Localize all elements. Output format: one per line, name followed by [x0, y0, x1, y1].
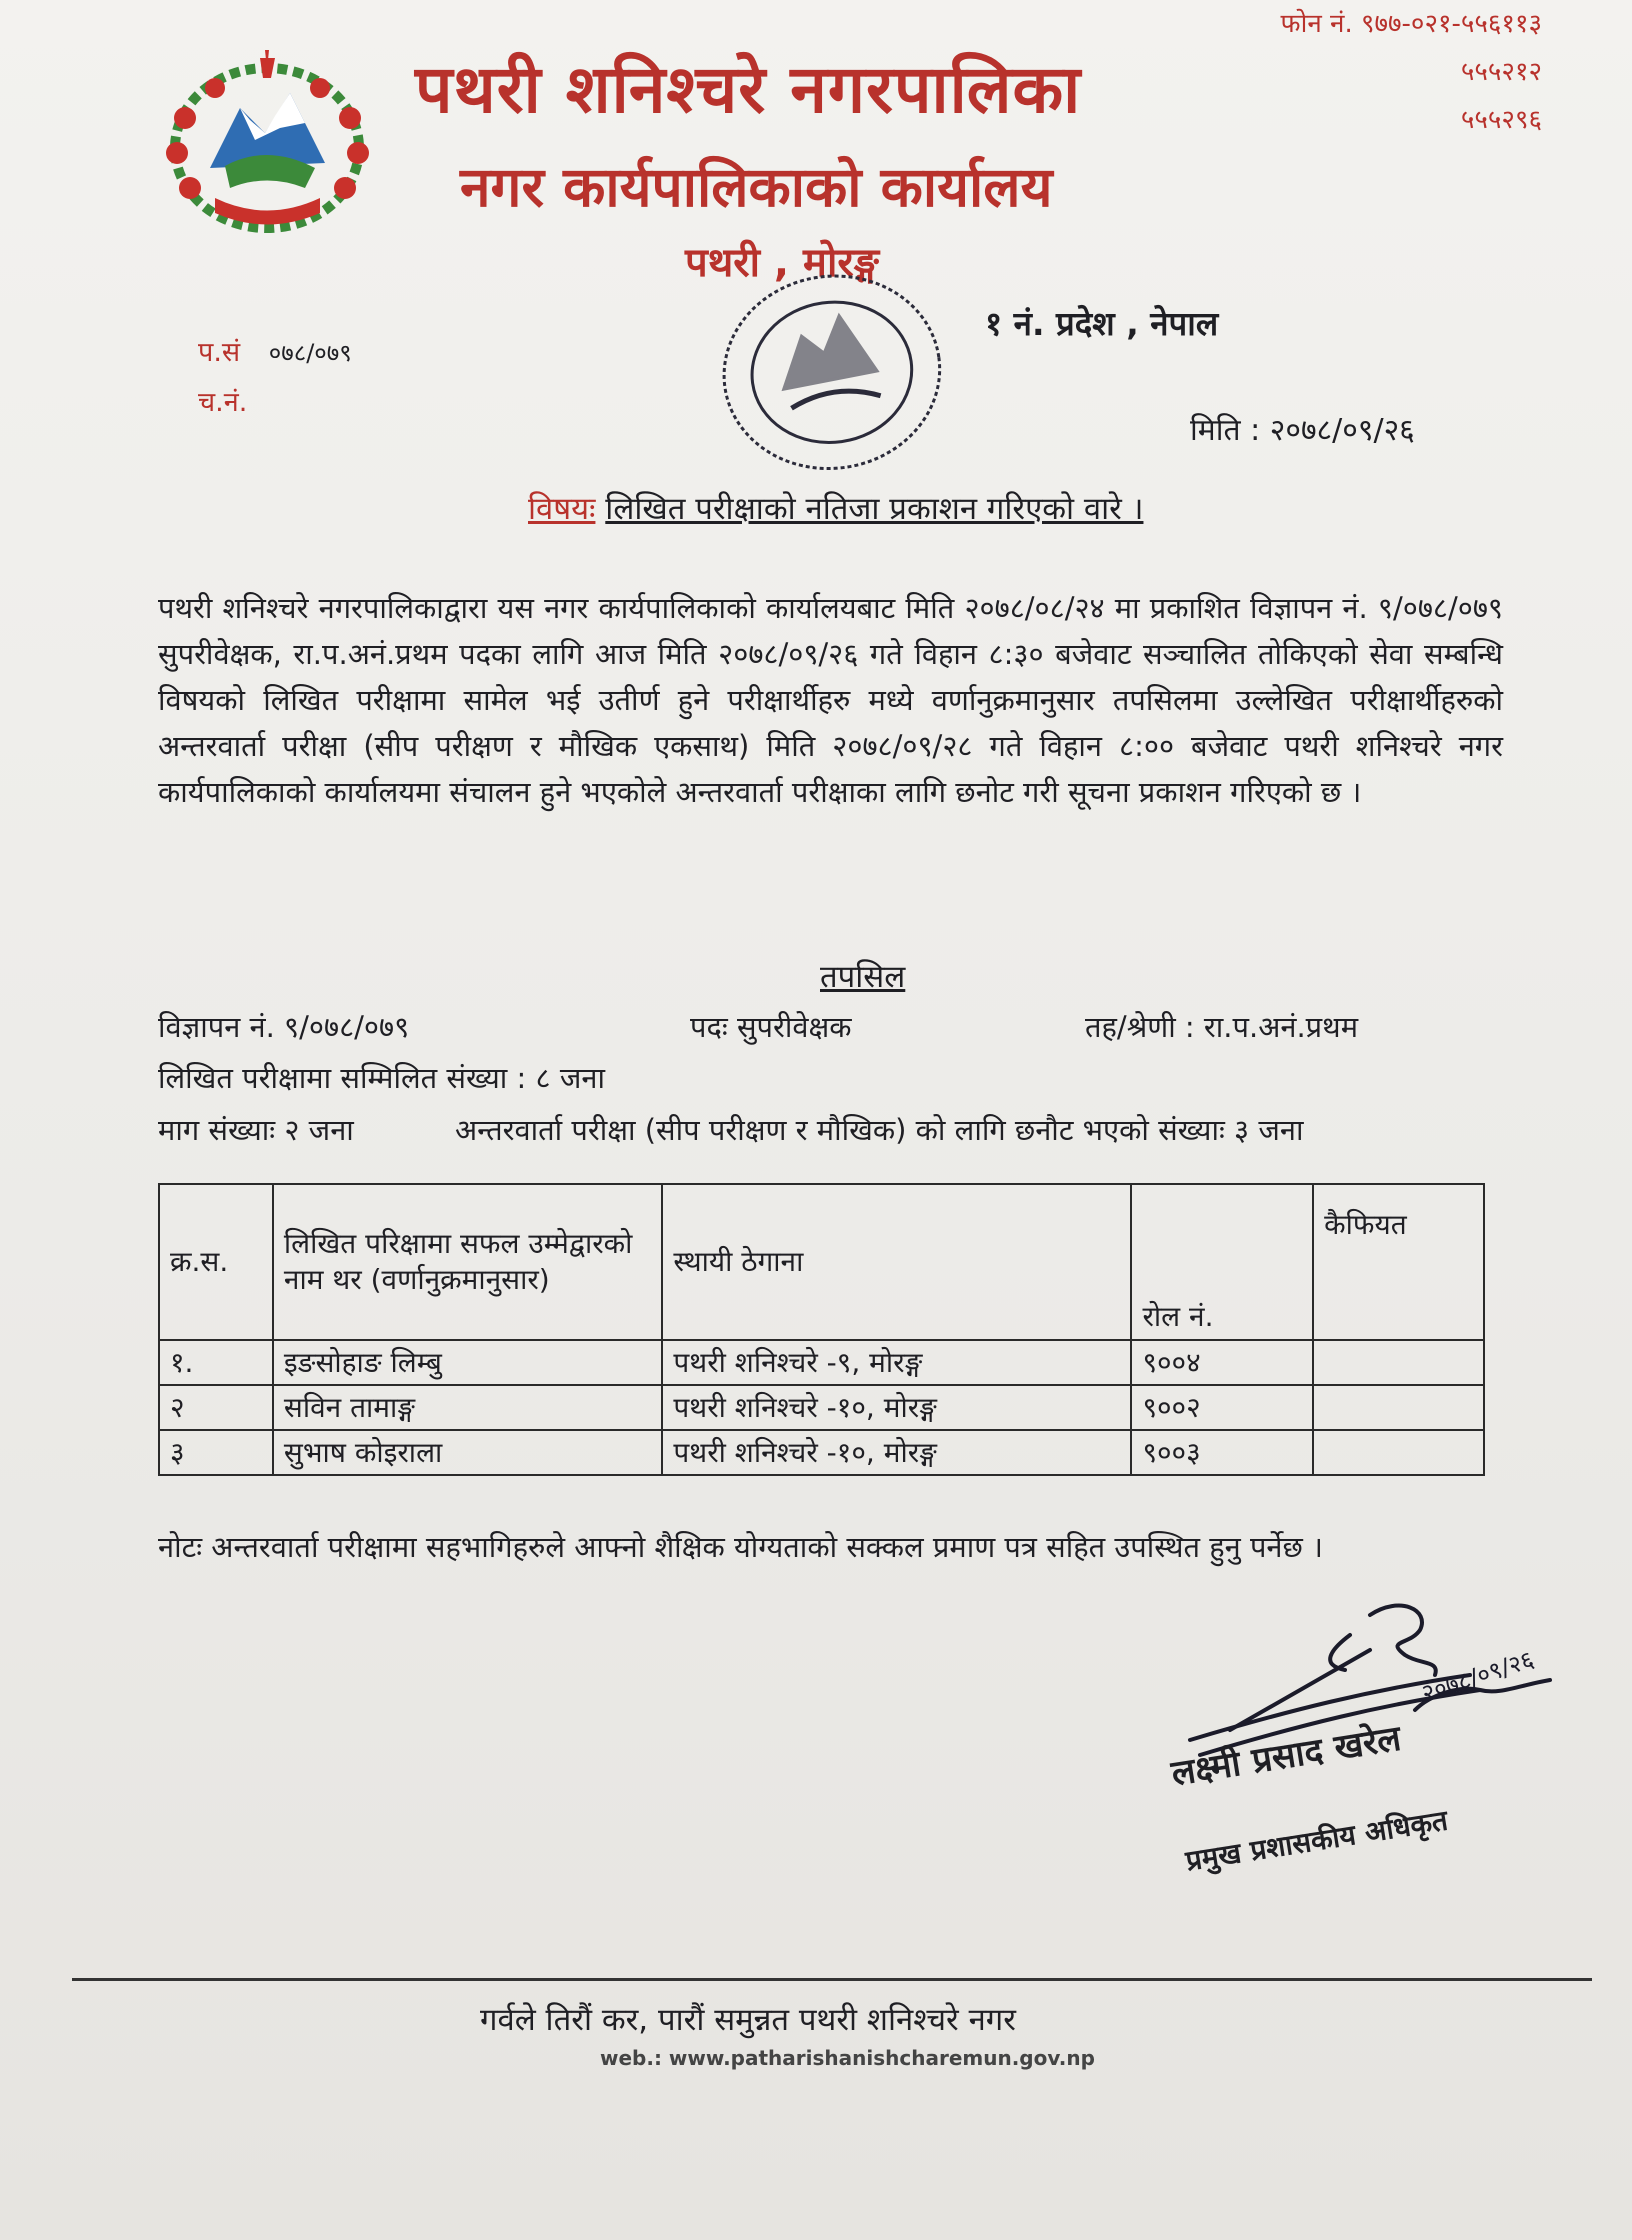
phone-number: ५५५२९६	[1460, 105, 1542, 135]
table-row	[159, 1340, 1484, 1385]
reference-number	[198, 332, 352, 369]
cell-serial: १.	[159, 1340, 273, 1385]
office-title: नगर कार्यपालिकाको कार्यालय	[460, 155, 1053, 219]
body-paragraph: पथरी शनिश्चरे नगरपालिकाद्वारा यस नगर कार्यपालिकाको कार्यालयबाट मिति २०७८/०८/२४ मा प्रकाशित विज्ञापन नं. ९/०७८/०७९ सुपरीवेक्षक, रा.प.अनं.प्रथम पदका लागि आज मिति २०७८/०९/२६ गते विहान ८:३० बजेवाट सञ्चालित तोकिएको सेवा सम्बन्धि विषयको लिखित परीक्षामा सामेल भई उतीर्ण हुने परीक्षार्थीहरु मध्ये वर्णानुक्रमानुसार तपसिलमा उल्लेखित परीक्षार्थीहरुको अन्तरवार्ता परीक्षा (सीप परीक्षण र मौखिक एकसाथ) मिति २०७८/०९/२८ गते विहान ८:०० बजेवाट पथरी शनिश्चरे नगर कार्यपालिकाको कार्यालयमा संचालन हुने भएकोले अन्तरवार्ता परीक्षाका लागि छनोट गरी सूचना प्रकाशन गरिएको छ ।	[158, 591, 1503, 809]
province-text: १ नं. प्रदेश , नेपाल	[985, 304, 1219, 343]
demand-count: माग संख्याः २ जना	[158, 1113, 354, 1147]
post-name: पदः सुपरीवेक्षक	[690, 1010, 852, 1044]
cell-address: पथरी शनिश्चरे -९, मोरङ्ग	[662, 1340, 1131, 1385]
signatory-name: लक्ष्मी प्रसाद खरेल	[1168, 1718, 1404, 1795]
dispatch-number: च.नं.	[198, 387, 248, 418]
handwritten-date: २०७८/०९/२६	[1418, 1645, 1538, 1708]
cell-address: पथरी शनिश्चरे -१०, मोरङ्ग	[662, 1385, 1131, 1430]
note-text: नोटः अन्तरवार्ता परीक्षामा सहभागिहरुले आफ्नो शैक्षिक योग्यताको सक्कल प्रमाण पत्र सहित उपस्थित हुनु पर्नेछ ।	[158, 1530, 1324, 1564]
phone-numbers	[1281, 0, 1542, 144]
cell-roll: ९००३	[1131, 1430, 1313, 1475]
cell-serial: २	[159, 1385, 273, 1430]
phone-number: ५५५२१२	[1460, 57, 1542, 87]
level-class: तह/श्रेणी : रा.प.अनं.प्रथम	[1085, 1010, 1359, 1044]
header-address: स्थायी ठेगाना	[662, 1184, 1131, 1340]
ref-label: प.सं	[198, 337, 241, 368]
results-table	[158, 1183, 1485, 1476]
cell-name: सविन तामाङ्ग	[273, 1385, 663, 1430]
nepal-emblem-icon	[155, 48, 380, 243]
subject-text: लिखित परीक्षाको नतिजा प्रकाशन गरिएको वारे ।	[605, 491, 1144, 527]
office-stamp-icon	[712, 262, 957, 484]
cell-serial: ३	[159, 1430, 273, 1475]
footer-divider	[72, 1978, 1592, 1981]
footer-website: web.: www.patharishanishcharemun.gov.np	[600, 2046, 1095, 2070]
cell-name: सुभाष कोइराला	[273, 1430, 663, 1475]
schedule-heading: तपसिल	[820, 959, 906, 995]
cell-remarks	[1313, 1430, 1484, 1475]
phone-number: फोन नं. ९७७-०२१-५५६११३	[1280, 9, 1542, 39]
cell-remarks	[1313, 1385, 1484, 1430]
header-remarks: कैफियत	[1313, 1184, 1484, 1340]
cell-roll: ९००२	[1131, 1385, 1313, 1430]
signatory-post: प्रमुख प्रशासकीय अधिकृत	[1183, 1803, 1450, 1878]
cell-address: पथरी शनिश्चरे -१०, मोरङ्ग	[662, 1430, 1131, 1475]
participant-count: लिखित परीक्षामा सम्मिलित संख्या : ८ जना	[158, 1061, 605, 1095]
subject-line	[528, 487, 1143, 529]
letter-date: मिति : २०७८/०९/२६	[1190, 413, 1415, 448]
ref-value: ०७८/०७९	[268, 339, 352, 367]
subject-label: विषयः	[528, 491, 596, 527]
header-name: लिखित परिक्षामा सफल उम्मेद्वारको नाम थर (वर्णानुक्रमानुसार)	[273, 1184, 663, 1340]
header-serial: क्र.स.	[159, 1184, 273, 1340]
footer-motto: गर्वले तिरौं कर, पारौं समुन्नत पथरी शनिश्चरे नगर	[480, 2002, 1016, 2038]
advertisement-number: विज्ञापन नं. ९/०७८/०७९	[158, 1010, 410, 1044]
location-title: पथरी , मोरङ्ग	[685, 240, 880, 286]
table-row	[159, 1385, 1484, 1430]
municipality-title: पथरी शनिश्चरे नगरपालिका	[415, 51, 1082, 128]
header-roll: रोल नं.	[1131, 1184, 1313, 1340]
table-header-row	[159, 1184, 1484, 1340]
cell-roll: ९००४	[1131, 1340, 1313, 1385]
table-row	[159, 1430, 1484, 1475]
cell-name: इङसोहाङ लिम्बु	[273, 1340, 663, 1385]
selected-count: अन्तरवार्ता परीक्षा (सीप परीक्षण र मौखिक) को लागि छनौट भएको संख्याः ३ जना	[455, 1113, 1304, 1147]
cell-remarks	[1313, 1340, 1484, 1385]
